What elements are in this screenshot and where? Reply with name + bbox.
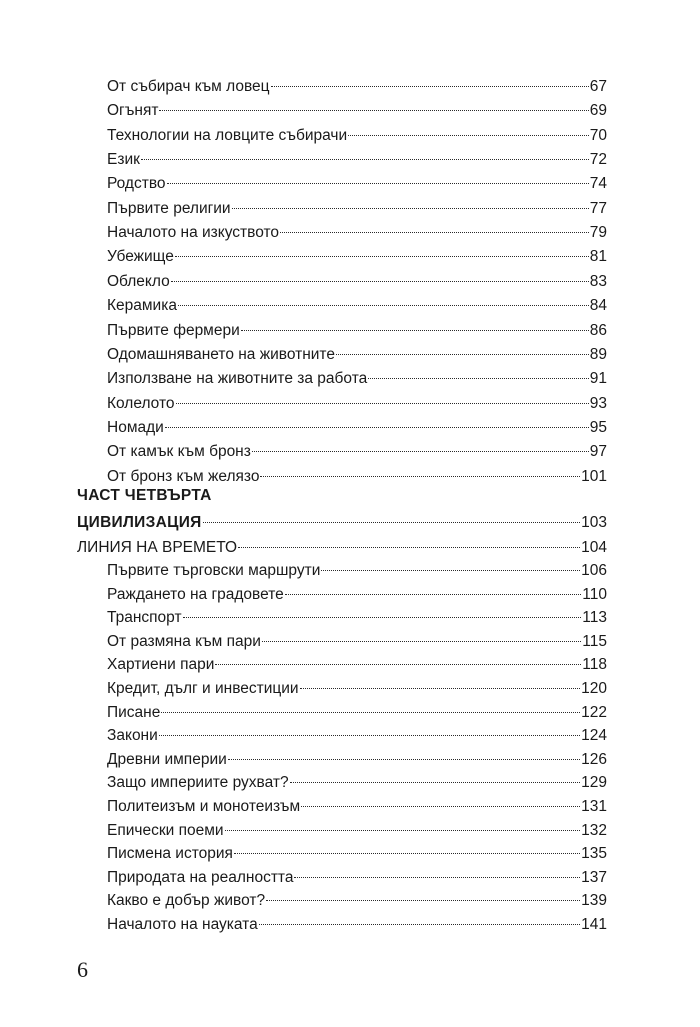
toc-entry-page: 103 — [581, 514, 607, 531]
toc-entry-page: 118 — [582, 656, 607, 674]
toc-entry-page: 129 — [581, 774, 607, 792]
dot-leader — [348, 135, 589, 136]
toc-entry[interactable] — [107, 74, 607, 100]
toc-entry[interactable] — [107, 147, 607, 173]
toc-entry[interactable] — [107, 318, 607, 344]
page-number: 6 — [77, 957, 88, 982]
dot-leader — [178, 305, 589, 306]
toc-entry[interactable] — [107, 171, 607, 197]
toc-entry-title: От камък към бронз — [107, 443, 251, 461]
toc-entry-title: Какво е добър живот? — [107, 892, 266, 910]
toc-entry-part-title[interactable] — [77, 510, 607, 536]
toc-entry[interactable] — [107, 700, 607, 726]
toc-entry-title: ЛИНИЯ НА ВРЕМЕТО — [77, 539, 238, 556]
toc-entry-page: 95 — [589, 418, 607, 436]
toc-entry-page: 89 — [589, 345, 607, 363]
toc-entry-page: 70 — [589, 126, 607, 144]
dot-leader — [262, 641, 581, 642]
dot-leader — [159, 110, 588, 111]
dot-leader — [167, 183, 589, 184]
dot-leader — [159, 735, 580, 736]
toc-entry-title: Използване на животните за работа — [107, 370, 368, 388]
toc-entry-title: Език — [107, 151, 140, 169]
toc-entry[interactable] — [107, 415, 607, 441]
toc-entry-page: 126 — [581, 750, 607, 768]
dot-leader — [232, 208, 589, 209]
toc-entry-page: 93 — [589, 394, 607, 412]
dot-leader — [183, 617, 582, 618]
toc-entry-title: Родство — [107, 175, 166, 193]
dot-leader — [266, 900, 580, 901]
toc-entry[interactable] — [107, 366, 607, 392]
dot-leader — [280, 232, 589, 233]
toc-entry-page: 79 — [589, 224, 607, 242]
toc-entry-page: 101 — [581, 467, 607, 485]
dot-leader — [228, 759, 580, 760]
toc-entry-title: Началото на изкуството — [107, 224, 280, 242]
toc-entry-title: Началото на науката — [107, 916, 258, 933]
toc-entry-page: 115 — [582, 632, 607, 650]
dot-leader — [260, 476, 580, 477]
dot-leader — [161, 712, 580, 713]
toc-entry[interactable] — [107, 196, 607, 222]
toc-entry[interactable] — [107, 342, 607, 368]
toc-entry[interactable] — [107, 723, 607, 749]
toc-entry[interactable] — [107, 605, 607, 631]
toc-entry-title: Древни империи — [107, 750, 227, 768]
part-heading: ЧАСТ ЧЕТВЪРТА — [77, 487, 212, 504]
toc-entry[interactable] — [107, 269, 607, 295]
dot-leader — [336, 354, 589, 355]
toc-entry-title: Номади — [107, 418, 164, 436]
dot-leader — [234, 853, 580, 854]
dot-leader — [171, 281, 589, 282]
toc-entry-title: Кредит, дълг и инвестиции — [107, 680, 299, 697]
dot-leader — [321, 570, 580, 571]
toc-entry-title: Първите фермери — [107, 321, 240, 339]
toc-entry-page: 86 — [589, 321, 607, 339]
toc-entry-title: От събирач към ловец — [107, 78, 270, 95]
toc-entry-title: Технологии на ловците събирачи — [107, 126, 348, 144]
dot-leader — [259, 924, 580, 925]
toc-entry-title: Хартиени пари — [107, 656, 215, 674]
toc-entry-title: Писане — [107, 703, 161, 721]
toc-entry-page: 106 — [581, 562, 607, 579]
toc-entry-page: 74 — [589, 175, 607, 193]
toc-entry-title: Огънят — [107, 102, 159, 120]
toc-entry-page: 83 — [589, 272, 607, 290]
toc-entry-title: Писмена история — [107, 845, 233, 863]
toc-entry-title: Природата на реалността — [107, 868, 294, 886]
toc-entry-page: 137 — [581, 868, 607, 886]
toc-entry-page: 135 — [581, 845, 607, 863]
dot-leader — [290, 782, 581, 783]
dot-leader — [241, 330, 589, 331]
dot-leader — [175, 256, 589, 257]
dot-leader — [165, 427, 589, 428]
dot-leader — [252, 451, 589, 452]
toc-entry[interactable] — [107, 676, 607, 702]
toc-entry[interactable] — [107, 770, 607, 796]
toc-entry-page: 113 — [582, 609, 607, 627]
dot-leader — [215, 664, 581, 665]
dot-leader — [300, 688, 581, 689]
toc-entry-title: Керамика — [107, 297, 177, 315]
dot-leader — [271, 86, 589, 87]
toc-entry[interactable] — [107, 818, 607, 844]
toc-entry-page: 81 — [589, 248, 607, 266]
toc-entry[interactable] — [107, 888, 607, 914]
dot-leader — [176, 403, 589, 404]
toc-entry-title: Колелото — [107, 394, 175, 412]
toc-entry[interactable] — [107, 629, 607, 655]
toc-entry-title: Епически поеми — [107, 821, 224, 839]
toc-entry-page: 104 — [581, 539, 607, 556]
toc-entry[interactable] — [107, 558, 607, 584]
toc-entry-page: 67 — [589, 78, 607, 95]
toc-entry[interactable] — [107, 123, 607, 149]
toc-entry-page: 139 — [581, 892, 607, 910]
toc-entry-title: Одомашняването на животните — [107, 345, 335, 363]
toc-entry[interactable] — [107, 794, 607, 820]
dot-leader — [301, 806, 580, 807]
toc-entry-page: 131 — [581, 798, 607, 815]
toc-entry-title: От бронз към желязо — [107, 467, 260, 485]
toc-entry-title: Облекло — [107, 272, 170, 290]
toc-entry-title: Защо империите рухват? — [107, 774, 289, 792]
dot-leader — [225, 830, 581, 831]
toc-entry-page: 141 — [581, 916, 607, 933]
toc-entry-page: 120 — [581, 680, 607, 697]
toc-entry-title: Закони — [107, 727, 158, 745]
toc-entry[interactable] — [107, 293, 607, 319]
toc-entry-title: Транспорт — [107, 609, 182, 627]
toc-entry-title: От размяна към пари — [107, 632, 261, 650]
toc-entry-title: ЦИВИЛИЗАЦИЯ — [77, 514, 202, 531]
toc-entry[interactable] — [107, 391, 607, 417]
toc-entry-title: Убежище — [107, 248, 174, 266]
toc-entry-page: 124 — [581, 727, 607, 745]
dot-leader — [238, 547, 580, 548]
toc-entry[interactable] — [107, 912, 607, 938]
toc-entry-title: Първите религии — [107, 199, 231, 217]
toc-entry-title: Политеизъм и монотеизъм — [107, 798, 301, 815]
toc-entry[interactable] — [107, 747, 607, 773]
dot-leader — [141, 159, 589, 160]
toc-entry[interactable] — [107, 841, 607, 867]
toc-entry[interactable] — [107, 652, 607, 678]
toc-entry-page: 84 — [589, 297, 607, 315]
toc-entry-title: Първите търговски маршрути — [107, 562, 321, 579]
toc-entry-title: Раждането на градовете — [107, 585, 284, 603]
dot-leader — [285, 594, 582, 595]
toc-entry[interactable] — [107, 439, 607, 465]
toc-entry-page: 110 — [582, 585, 607, 603]
toc-entry-page: 97 — [589, 443, 607, 461]
toc-entry-page: 77 — [589, 199, 607, 217]
toc-entry[interactable] — [107, 865, 607, 891]
toc-entry[interactable] — [107, 244, 607, 270]
toc-entry[interactable] — [107, 582, 607, 608]
toc-entry-page: 91 — [589, 370, 607, 388]
toc-entry[interactable] — [107, 220, 607, 246]
toc-entry-page: 122 — [581, 703, 607, 721]
toc-entry-page: 69 — [589, 102, 607, 120]
dot-leader — [203, 522, 581, 523]
dot-leader — [368, 378, 589, 379]
toc-entry-page: 132 — [581, 821, 607, 839]
toc-entry[interactable] — [107, 98, 607, 124]
toc-entry-page: 72 — [589, 151, 607, 169]
dot-leader — [294, 877, 580, 878]
